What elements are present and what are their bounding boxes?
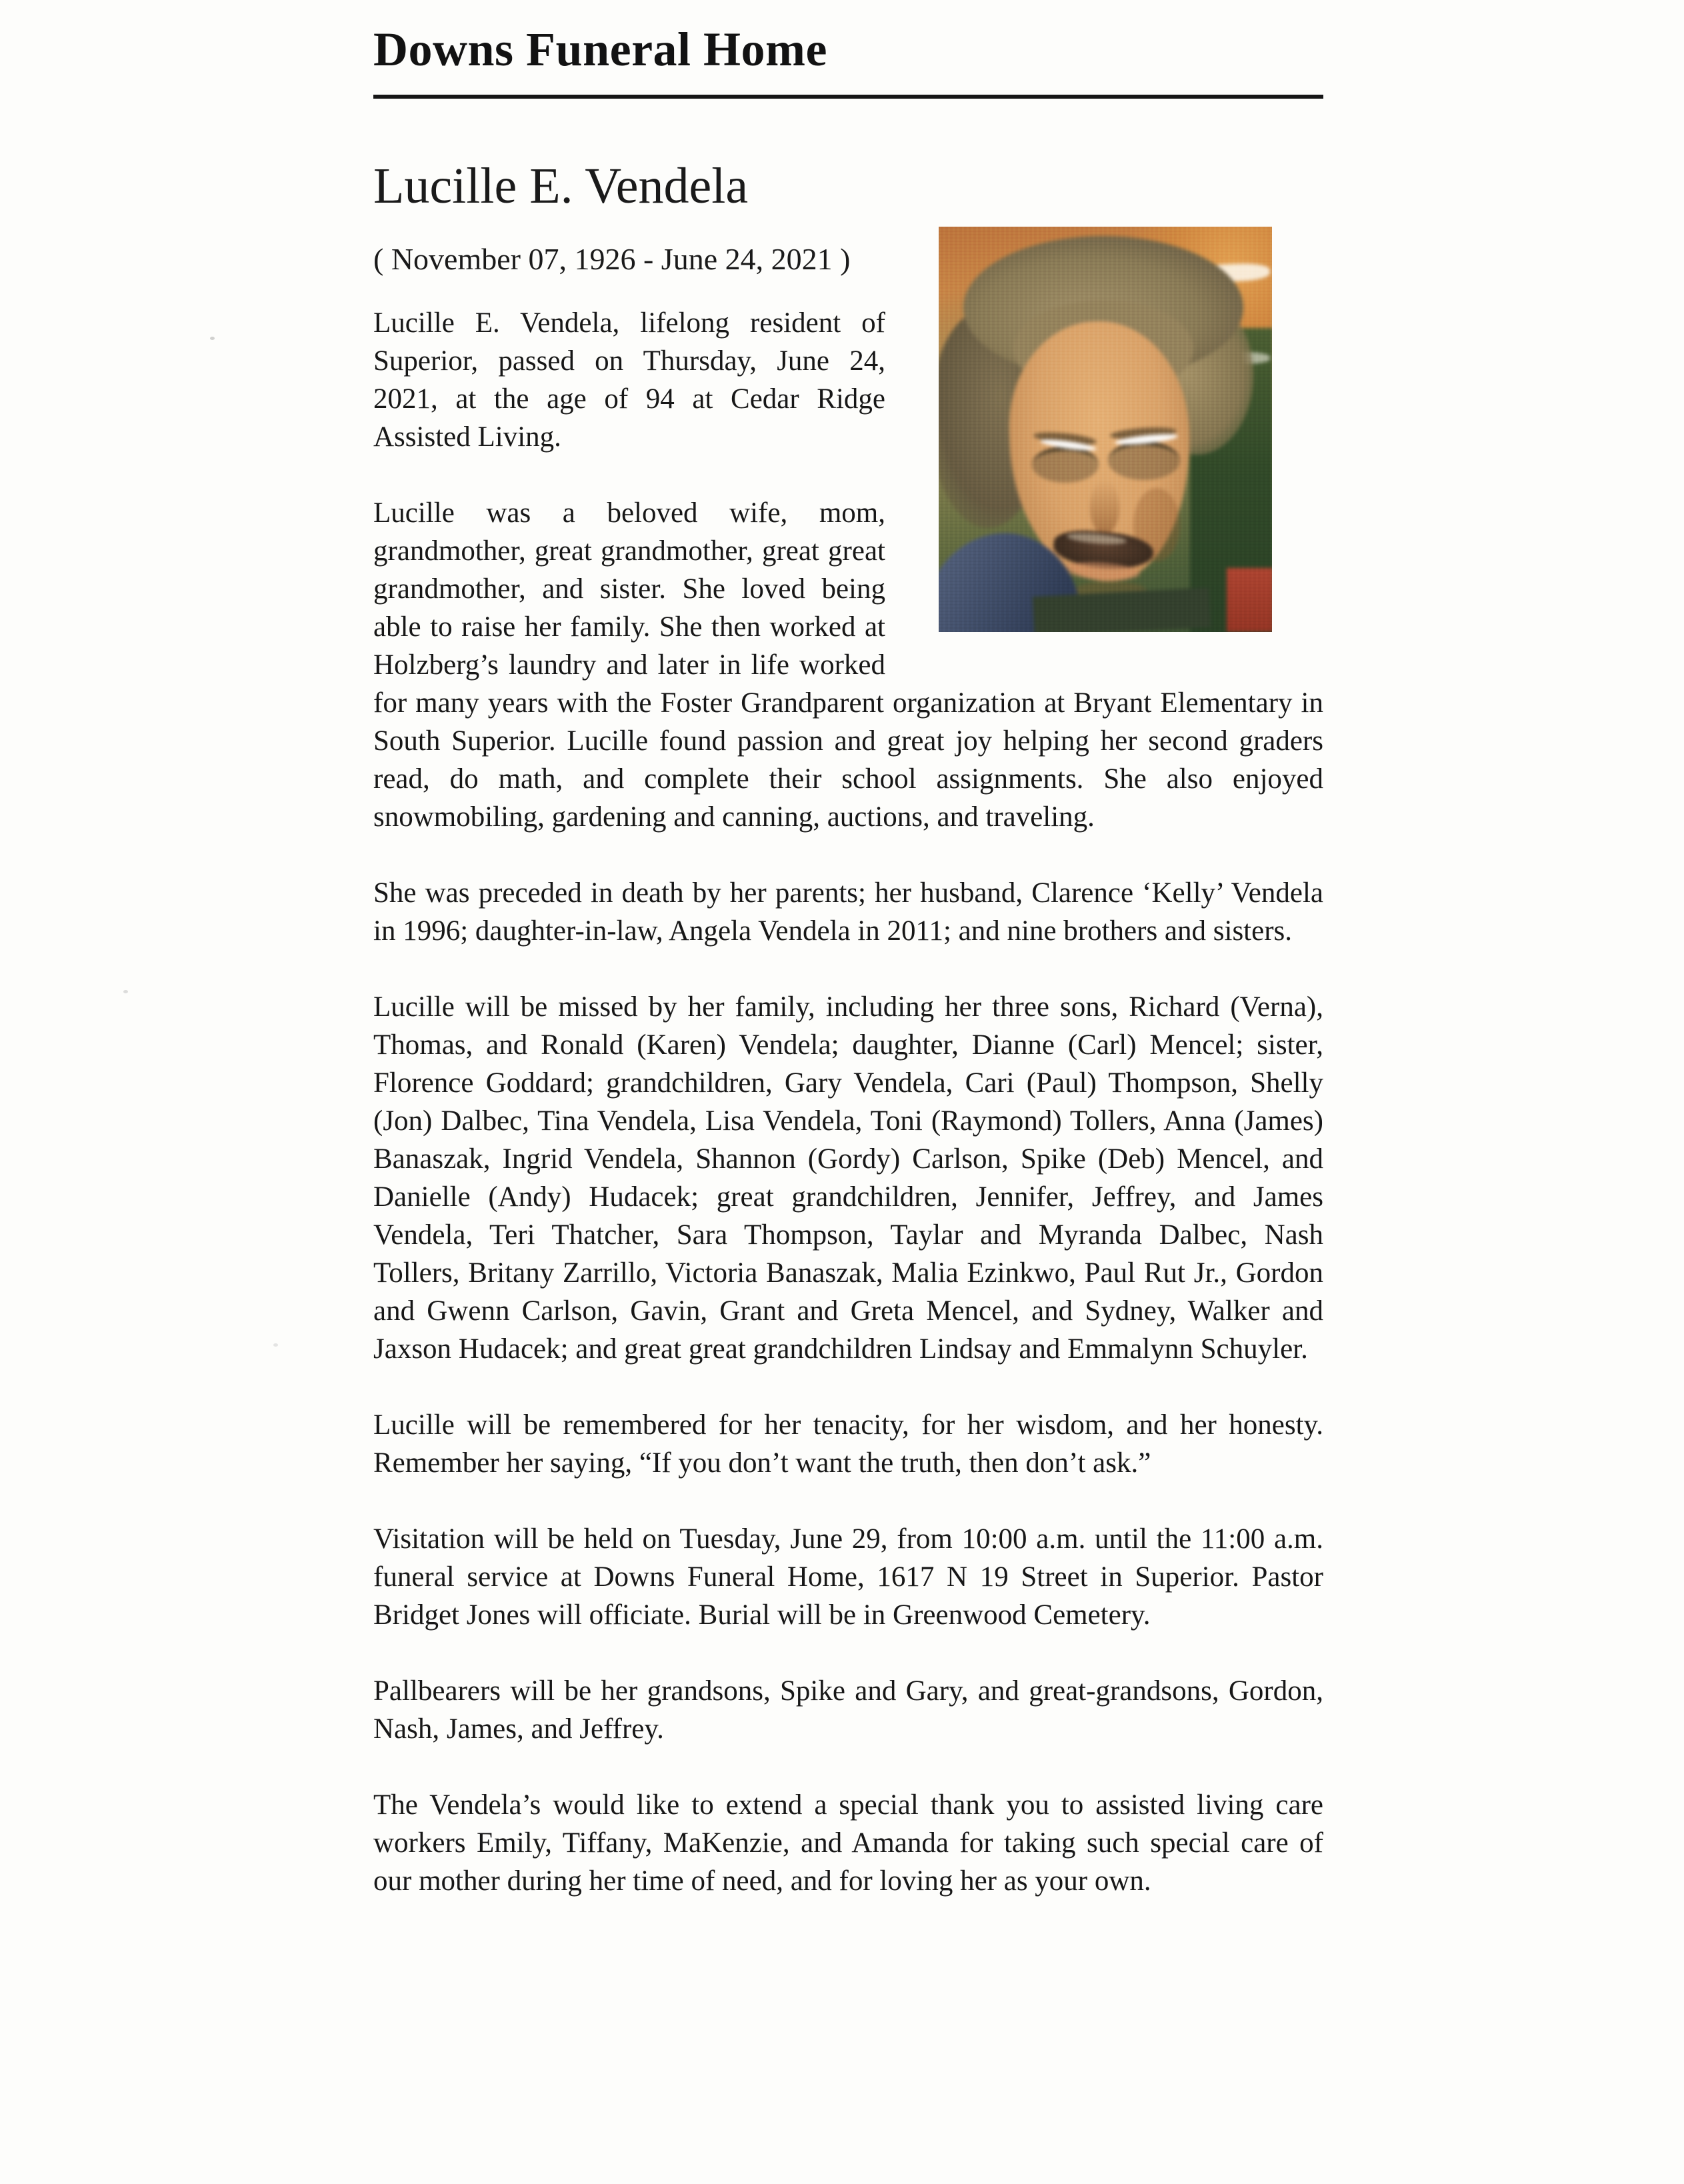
masthead [373,24,1323,99]
obituary-article [373,159,1323,1900]
glasses-lens-left [1032,447,1099,483]
obituary-paragraph: She was preceded in death by her parents; her husband, Clarence ‘Kelly’ Vendela in 1996; daughter-in-law, Angela Vendela in 2011; and nine brothers and sisters. [373,877,1323,947]
portrait-paint-layers [939,227,1272,632]
photo-red-patch [1227,568,1272,632]
funeral-home-title: Downs Funeral Home [373,23,827,76]
obituary-paragraph: Pallbearers will be her grandsons, Spike and Gary, and great-grandsons, Gordon, Nash, James, and Jeffrey. [373,1675,1323,1745]
nose-shadow [1090,480,1119,535]
header-divider [373,95,1323,99]
scan-speckle [210,337,215,340]
obituary-paragraph: Visitation will be held on Tuesday, June 29, from 10:00 a.m. until the 11:00 a.m. funeral service at Downs Funeral Home, 1617 N 19 Street in Superior. Pastor Bridget Jones will officiate. Burial will be in Greenwood Cemetery. [373,1523,1323,1631]
glasses-lens-right [1108,441,1180,480]
obituary-paragraph: Lucille was a beloved wife, mom, grandmother, great grandmother, great great grandmother, and sister. She loved being able to raise her family. She then worked at Holzberg’s laundry and later in life worked for many years with the Foster Grandparent organization at Bryant Elementary in South Superior. Lucille found passion and great joy helping her second graders read, do math, and complete their school assignments. She also enjoyed snowmobiling, gardening and canning, auctions, and traveling. [373,497,1323,833]
obituary-paragraph: Lucille will be missed by her family, including her three sons, Richard (Verna), Thomas, and Ronald (Karen) Vendela; daughter, Dianne (Carl) Mencel; sister, Florence Goddard; grandchildren, Gary Vendela, Cari (Paul) Thompson, Shelly (Jon) Dalbec, Tina Vendela, Lisa Vendela, Toni (Raymond) Tollers, Anna (James) Banaszak, Ingrid Vendela, Shannon (Gordy) Carlson, Spike (Deb) Mencel, and Danielle (Andy) Hudacek; great grandchildren, Jennifer, Jeffrey, and James Vendela, Teri Thatcher, Sara Thompson, Taylar and Myranda Dalbec, Nash Tollers, Britany Zarrillo, Victoria Banaszak, Malia Ezinkwo, Paul Rut Jr., Gordon and Gwenn Carlson, Gavin, Grant and Greta Mencel, and Sydney, Walker and Jaxson Hudacek; and great great grandchildren Lindsay and Emmalynn Schuyler. [373,991,1323,1365]
life-dates: ( November 07, 1926 - June 24, 2021 ) [373,242,851,276]
portrait-photo [939,227,1272,632]
deceased-name: Lucille E. Vendela [373,158,749,214]
obituary-paragraph: The Vendela’s would like to extend a special thank you to assisted living care workers Emily, Tiffany, MaKenzie, and Amanda for taking such special care of our mother during her time of need, and for loving her as your own. [373,1789,1323,1897]
obituary-paragraph: Lucille E. Vendela, lifelong resident of Superior, passed on Thursday, June 24, 2021, at the age of 94 at Cedar Ridge Assisted Living. [373,307,885,453]
obituary-paragraph: Lucille will be remembered for her tenacity, for her wisdom, and her honesty. Remember her saying, “If you don’t want the truth, then don’t ask.” [373,1409,1323,1479]
